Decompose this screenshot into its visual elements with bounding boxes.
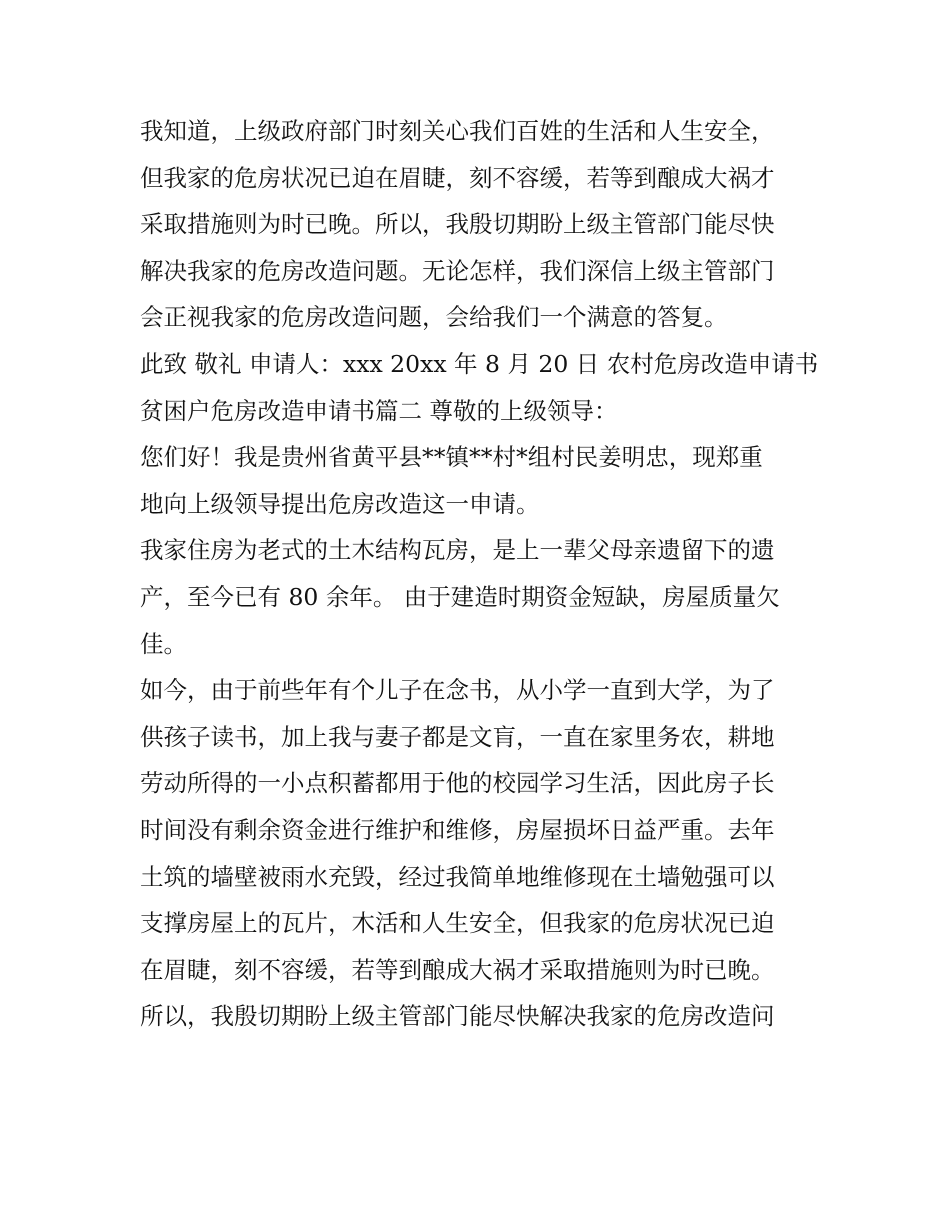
text-line: 时间没有剩余资金进行维护和维修，房屋损坏日益严重。去年 xyxy=(140,815,775,844)
text-line: 会正视我家的危房改造问题，会给我们一个满意的答复。 xyxy=(140,303,728,332)
text-line: 解决我家的危房改造问题。无论怎样，我们深信上级主管部门 xyxy=(140,256,775,285)
text-line: 但我家的危房状况已迫在眉睫，刻不容缓，若等到酿成大祸才 xyxy=(140,163,775,192)
text-line: 贫困户危房改造申请书篇二 尊敬的上级领导： xyxy=(140,396,618,425)
text-line: 如今，由于前些年有个儿子在念书，从小学一直到大学，为了 xyxy=(140,676,775,705)
text-line: 佳。 xyxy=(140,629,187,658)
text-line: 采取措施则为时已晚。所以，我殷切期盼上级主管部门能尽快 xyxy=(140,210,775,239)
text-line: 所以，我殷切期盼上级主管部门能尽快解决我家的危房改造问 xyxy=(140,1002,775,1031)
text-line: 劳动所得的一小点积蓄都用于他的校园学习生活，因此房子长 xyxy=(140,769,775,798)
text-line: 地向上级领导提出危房改造这一申请。 xyxy=(140,489,540,518)
text-line: 土筑的墙壁被雨水充毁，经过我简单地维修现在土墙勉强可以 xyxy=(140,862,775,891)
text-line: 我知道，上级政府部门时刻关心我们百姓的生活和人生安全， xyxy=(140,117,775,145)
text-line: 支撑房屋上的瓦片，木活和人生安全，但我家的危房状况已迫 xyxy=(140,909,775,938)
text-line: 您们好！我是贵州省黄平县**镇**村*组村民姜明忠，现郑重 xyxy=(140,443,763,472)
text-line: 供孩子读书，加上我与妻子都是文肓，一直在家里务农，耕地 xyxy=(140,722,775,751)
text-line: 在眉睫，刻不容缓，若等到酿成大祸才采取措施则为时已晚。 xyxy=(140,955,775,984)
text-line: 我家住房为老式的土木结构瓦房，是上一辈父母亲遗留下的遗 xyxy=(140,536,775,565)
text-line: 此致 敬礼 申请人：xxx 20xx 年 8 月 20 日 农村危房改造申请书 xyxy=(140,349,819,378)
document-body xyxy=(140,108,820,1040)
text-line: 产，至今已有 80 余年。 由于建造时期资金短缺，房屋质量欠 xyxy=(140,582,780,611)
